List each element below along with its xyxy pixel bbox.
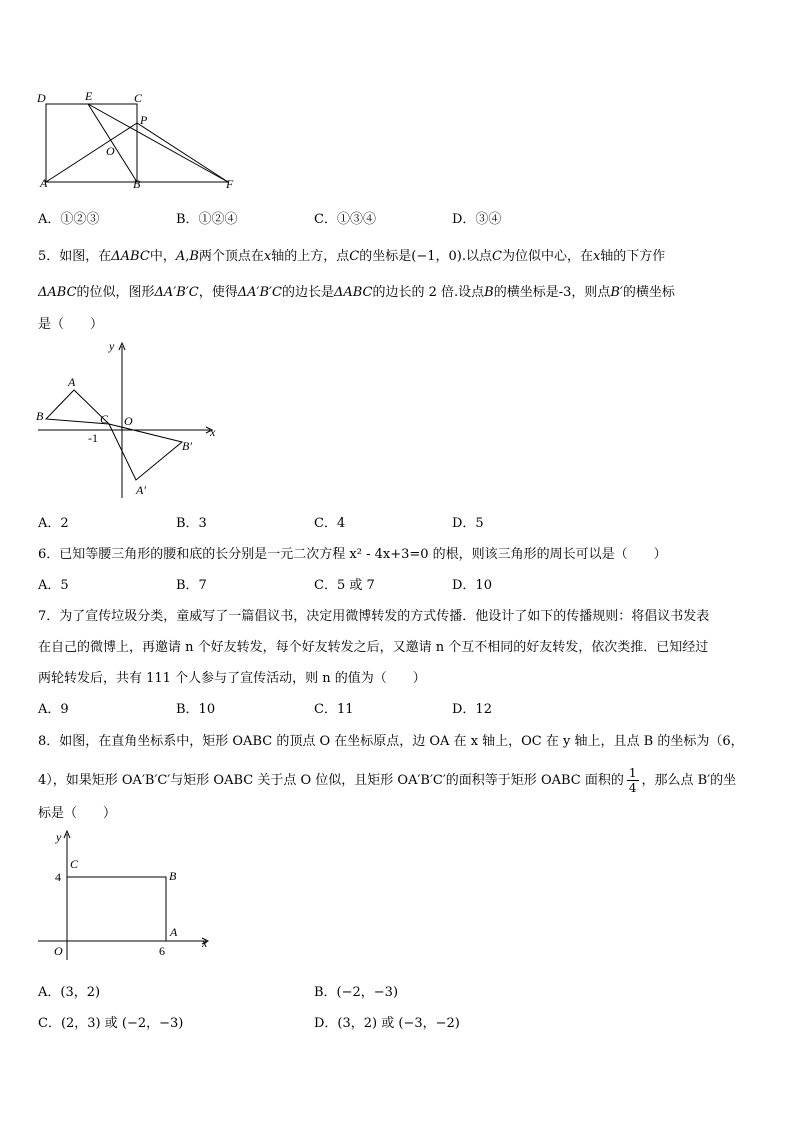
- axis-y-label: y: [56, 830, 62, 844]
- label-o: O: [106, 144, 115, 158]
- axis-x-label: x: [210, 425, 216, 439]
- tick-4: 4: [55, 870, 61, 884]
- fraction-one-quarter: $\frac{1}{4}$: [628, 766, 637, 795]
- q5-line-1: 5．如图，在ΔABC中，A,B两个顶点在x轴的上方，点C的坐标是(−1，0).以点C为位似中心，在x轴的下方作: [38, 249, 666, 264]
- tick-6: 6: [159, 944, 165, 958]
- label-o: O: [124, 414, 133, 428]
- label-e: E: [85, 89, 93, 103]
- q7-option-b[interactable]: B．10: [176, 702, 216, 717]
- label-f: F: [226, 177, 234, 191]
- q4-option-d[interactable]: D．③④: [452, 212, 502, 227]
- q7-option-c[interactable]: C．11: [314, 702, 354, 717]
- axis-y-label: y: [109, 339, 115, 353]
- q8-option-b[interactable]: B．(−2，−3): [314, 985, 399, 1000]
- label-b: B: [133, 177, 141, 191]
- label-d: D: [37, 91, 46, 105]
- label-p: P: [140, 113, 148, 127]
- q6-text: 6．已知等腰三角形的腰和底的长分别是一元二次方程 x² - 4x+3=0 的根，则该三角形的周长可以是（ ）: [38, 547, 667, 562]
- q8-line-2: 4），如果矩形 OA′B′C′与矩形 OABC 关于点 O 位似，且矩形 OA′B′C′的面积等于矩形 OABC 面积的 $\frac{1}{4}$ ，那么点 B′的坐: [38, 766, 737, 795]
- q5-line-3: 是（ ）: [38, 317, 104, 332]
- label-a: A: [68, 375, 76, 389]
- q8-option-d[interactable]: D．(3，2) 或 (−3，−2): [314, 1016, 460, 1031]
- label-b: B: [169, 869, 177, 883]
- label-a-prime: A′: [136, 483, 146, 497]
- q8-line-1: 8．如图，在直角坐标系中，矩形 OABC 的顶点 O 在坐标原点，边 OA 在 x 轴上，OC 在 y 轴上，且点 B 的坐标为（6，: [38, 734, 744, 749]
- q7-line-3: 两轮转发后，共有 111 个人参与了宣传活动，则 n 的值为（ ）: [38, 671, 426, 686]
- label-b-prime: B′: [182, 439, 192, 453]
- q5-option-b[interactable]: B．3: [176, 516, 207, 531]
- q7-line-2: 在自己的微博上，再邀请 n 个好友转发，每个好友转发之后，又邀请 n 个互不相同的好友转发，依次类推．已知经过: [38, 640, 709, 655]
- q5-option-d[interactable]: D．5: [452, 516, 484, 531]
- label-b: B: [36, 409, 44, 423]
- figure-q8-rectangle-oabc: [30, 828, 220, 963]
- tick-minus-1: -1: [88, 431, 98, 445]
- q8-option-c[interactable]: C．(2，3) 或 (−2，−3): [38, 1016, 184, 1031]
- figure-q5-similar-triangles: [30, 338, 230, 503]
- label-a: A: [40, 176, 48, 190]
- q7-option-a[interactable]: A．9: [38, 702, 69, 717]
- q6-option-b[interactable]: B．7: [176, 578, 207, 593]
- q8-line-3: 标是（ ）: [38, 806, 117, 821]
- label-c: C: [100, 412, 109, 426]
- q8-option-a[interactable]: A．(3，2): [38, 985, 101, 1000]
- q4-option-b[interactable]: B．①②④: [176, 212, 238, 227]
- q5-option-c[interactable]: C．4: [314, 516, 346, 531]
- q6-option-d[interactable]: D．10: [452, 578, 492, 593]
- label-a: A: [170, 925, 178, 939]
- q5-line-2: ΔABC的位似，图形ΔA′B′C，使得ΔA′B′C的边长是ΔABC的边长的 2 倍.设点B的横坐标是-3，则点B′的横坐标: [38, 285, 675, 300]
- axis-x-label: x: [202, 936, 208, 950]
- q4-option-c[interactable]: C．①③④: [314, 212, 376, 227]
- q6-option-a[interactable]: A．5: [38, 578, 69, 593]
- label-c: C: [70, 857, 79, 871]
- q7-line-1: 7．为了宣传垃圾分类，童威写了一篇倡议书，决定用微博转发的方式传播．他设计了如下的传播规则：将倡议书发表: [38, 609, 710, 624]
- label-o: O: [54, 944, 63, 958]
- q7-option-d[interactable]: D．12: [452, 702, 492, 717]
- q4-option-a[interactable]: A．①②③: [38, 212, 100, 227]
- q5-option-a[interactable]: A．2: [38, 516, 69, 531]
- q6-option-c[interactable]: C．5 或 7: [314, 578, 375, 593]
- label-c: C: [134, 91, 143, 105]
- figure-rectangle-abcd: [30, 85, 250, 195]
